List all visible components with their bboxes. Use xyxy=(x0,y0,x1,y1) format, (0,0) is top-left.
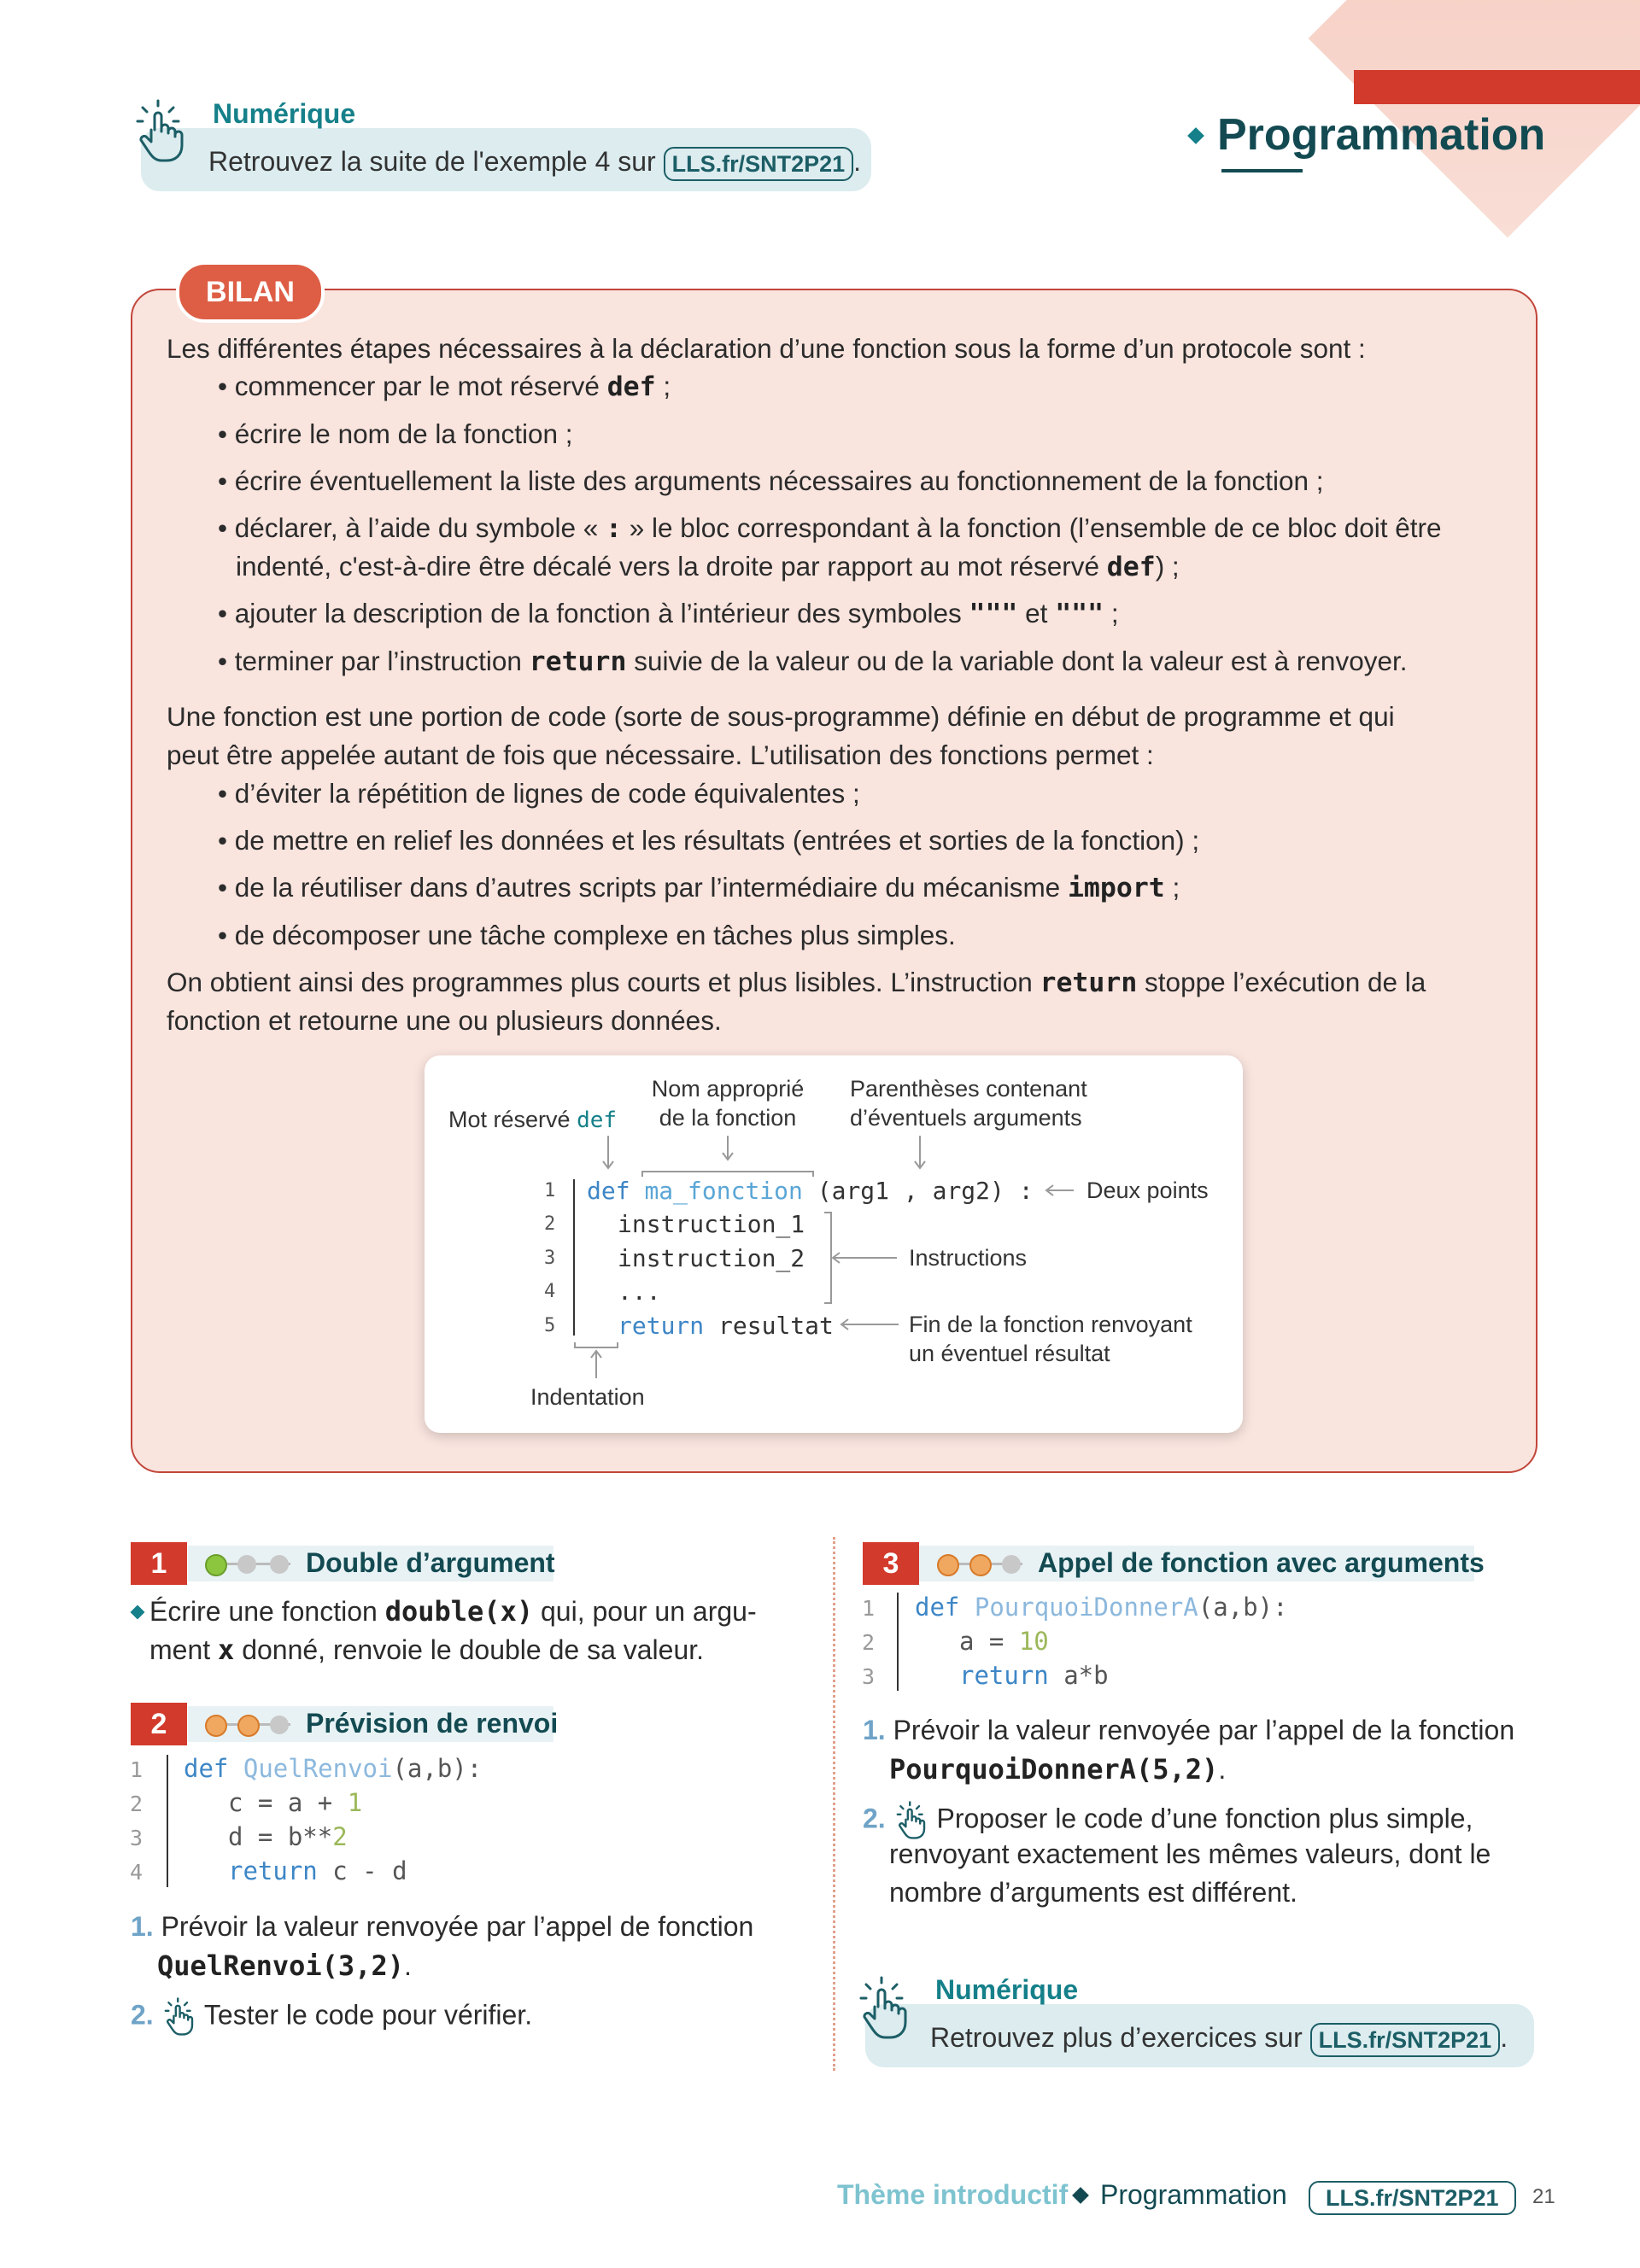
difficulty-dot-3 xyxy=(270,1555,289,1574)
bilan-use-1: • d’éviter la répétition de lignes de code équivalentes ; xyxy=(218,778,860,809)
difficulty-dot-1 xyxy=(937,1554,959,1576)
bilan-step-5: • ajouter la description de la fonction à l’intérieur des symboles """ et """ ; xyxy=(218,598,1119,629)
ex1-text-line2: ment x donné, renvoie le double de sa valeur. xyxy=(149,1634,705,1666)
diagram-line-number: 3 xyxy=(544,1248,556,1269)
ex2-line-number: 3 xyxy=(130,1826,144,1850)
ex3-question-2: 2. Proposer le code d’une fonction plus simple, xyxy=(863,1800,1473,1841)
ex1-title: Double d’argument xyxy=(306,1547,555,1578)
page-title: Programmation xyxy=(1217,110,1546,160)
header-red-bar xyxy=(1354,70,1640,104)
ex3-question-2-line3: nombre d’arguments est différent. xyxy=(889,1877,1297,1908)
ex2-line-number: 2 xyxy=(130,1792,144,1816)
ex2-code-line-1: def QuelRenvoi(a,b): xyxy=(184,1754,483,1783)
diagram-code-line-3: instruction_2 xyxy=(618,1244,805,1272)
ex3-code-line-3: return a*b xyxy=(959,1661,1109,1690)
footer-section: Programmation xyxy=(1100,2179,1287,2210)
ex2-code-line-3: d = b**2 xyxy=(228,1822,348,1851)
difficulty-dot-2 xyxy=(237,1555,256,1574)
diagram-line-number: 5 xyxy=(544,1315,556,1336)
diagram-label-parentheses: Parenthèses contenant d’éventuels arguments xyxy=(850,1076,1087,1131)
bilan-use-4: • de décomposer une tâche complexe en tâches plus simples. xyxy=(218,920,956,950)
footer-link-wrap xyxy=(1309,2180,1516,2215)
ex2-code-gutter xyxy=(167,1755,168,1887)
difficulty-dot-3 xyxy=(1002,1555,1021,1574)
ex2-line-number: 4 xyxy=(130,1860,144,1885)
bilan-para2-line2: peut être appelée autant de fois que nécessaire. L’utilisation des fonctions permet : xyxy=(167,739,1154,770)
bilan-step-3: • écrire éventuellement la liste des arguments nécessaires au fonctionnement de la fonction ; xyxy=(218,465,1324,496)
column-separator xyxy=(833,1537,835,2071)
ex2-question-1: 1. Prévoir la valeur renvoyée par l’appel de fonction xyxy=(131,1911,754,1942)
bilan-step-1: • commencer par le mot réservé def ; xyxy=(218,371,671,402)
ex3-line-number: 1 xyxy=(862,1596,876,1621)
hand-pointer-icon xyxy=(131,97,190,166)
ex1-number: 1 xyxy=(131,1542,187,1585)
bilan-step-2: • écrire le nom de la fonction ; xyxy=(218,418,573,449)
diagram-line-number: 4 xyxy=(544,1281,556,1302)
ex3-number: 3 xyxy=(863,1542,919,1585)
bilan-step-4-cont: indenté, c'est-à-dire être décalé vers la droite par rapport au mot réservé def) ; xyxy=(236,551,1180,582)
footer-theme: Thème introductif xyxy=(837,2179,1069,2210)
numerique-text-top: Retrouvez la suite de l'exemple 4 sur LLS.fr/SNT2P21 . xyxy=(208,146,861,181)
hand-pointer-icon xyxy=(854,1974,914,2043)
ex2-question-1-call: QuelRenvoi(3,2). xyxy=(157,1949,412,1982)
ex1-text-line1: Écrire une fonction double(x) qui, pour un argu- xyxy=(149,1595,757,1628)
title-diamond-icon xyxy=(1187,127,1204,144)
ex2-question-2: 2. Tester le code pour vérifier. xyxy=(131,1996,532,2037)
bilan-intro: Les différentes étapes nécessaires à la déclaration d’une fonction sous la forme d’un protocole sont : xyxy=(167,333,1366,364)
ex2-code-line-2: c = a + 1 xyxy=(228,1788,363,1817)
diagram-code-line-2: instruction_1 xyxy=(618,1210,805,1238)
diagram-code-line-5: return resultat xyxy=(618,1312,834,1340)
page-number: 21 xyxy=(1532,2185,1555,2208)
difficulty-dot-3 xyxy=(270,1716,289,1734)
function-diagram xyxy=(425,1055,1243,1433)
ex1-diamond-icon xyxy=(131,1605,145,1620)
ex3-code-gutter xyxy=(897,1593,899,1691)
ex2-code-line-4: return c - d xyxy=(228,1856,407,1885)
diagram-arrows xyxy=(425,1055,1243,1433)
bilan-tag: BILAN xyxy=(176,261,325,323)
ex2-number: 2 xyxy=(131,1703,187,1745)
ex3-title: Appel de fonction avec arguments xyxy=(1038,1547,1485,1578)
numerique-text-bottom: Retrouvez plus d’exercices sur LLS.fr/SNT2P21 . xyxy=(930,2022,1508,2057)
ex3-question-1-call: PourquoiDonnerA(5,2). xyxy=(889,1753,1227,1786)
ex3-line-number: 3 xyxy=(862,1664,876,1689)
diagram-code-line-4: ... xyxy=(618,1277,661,1306)
bilan-para3-line2: fonction et retourne une ou plusieurs données. xyxy=(167,1005,722,1036)
difficulty-dot-2 xyxy=(969,1554,992,1576)
lls-link-footer[interactable]: LLS.fr/SNT2P21 xyxy=(1309,2181,1516,2215)
ex3-question-1: 1. Prévoir la valeur renvoyée par l’appel de la fonction xyxy=(863,1715,1515,1745)
diagram-line-number: 2 xyxy=(544,1213,556,1235)
lls-link-top[interactable]: LLS.fr/SNT2P21 xyxy=(664,147,854,181)
bilan-step-6: • terminer par l’instruction return suivie de la valeur ou de la variable dont la valeur est à renvoyer. xyxy=(218,646,1408,677)
ex3-code-line-2: a = 10 xyxy=(959,1627,1049,1656)
diagram-label-deux-points: Deux points xyxy=(1086,1178,1209,1203)
ex3-question-2-line2: renvoyant exactement les mêmes valeurs, dont le xyxy=(889,1838,1491,1869)
diagram-line-number: 1 xyxy=(544,1180,556,1201)
numerique-label-bottom: Numérique xyxy=(935,1974,1079,2005)
hand-pointer-icon xyxy=(161,1996,197,2037)
footer-diamond-icon xyxy=(1072,2187,1089,2204)
title-underline xyxy=(1221,169,1303,172)
difficulty-dot-2 xyxy=(237,1715,260,1737)
bilan-use-2: • de mettre en relief les données et les résultats (entrées et sorties de la fonction) ; xyxy=(218,825,1200,856)
diagram-label-instructions: Instructions xyxy=(909,1245,1028,1271)
difficulty-dot-1 xyxy=(205,1554,227,1576)
diagram-label-mot: Mot réservé def xyxy=(448,1107,618,1133)
diagram-code-line-1: def ma_fonction (arg1 , arg2) : xyxy=(587,1177,1034,1205)
ex2-line-number: 1 xyxy=(130,1757,144,1782)
bilan-step-4: • déclarer, à l’aide du symbole « : » le bloc correspondant à la fonction (l’ensemble de ce bloc doit être xyxy=(218,512,1442,544)
diagram-label-nom: Nom approprié de la fonction xyxy=(651,1076,805,1131)
ex2-title: Prévision de renvoi xyxy=(306,1708,559,1739)
difficulty-dot-1 xyxy=(205,1715,227,1737)
ex3-code-line-1: def PourquoiDonnerA(a,b): xyxy=(915,1593,1288,1622)
bilan-para2-line1: Une fonction est une portion de code (sorte de sous-programme) définie en début de programme et qui xyxy=(167,701,1395,732)
diagram-label-indentation: Indentation xyxy=(530,1384,645,1410)
ex3-line-number: 2 xyxy=(862,1630,876,1655)
bilan-para3-line1: On obtient ainsi des programmes plus courts et plus lisibles. L’instruction return stoppe l’exécution de la xyxy=(167,967,1426,998)
bilan-use-3: • de la réutiliser dans d’autres scripts par l’intermédiaire du mécanisme import ; xyxy=(218,872,1180,903)
lls-link-bottom[interactable]: LLS.fr/SNT2P21 xyxy=(1310,2023,1501,2057)
hand-pointer-icon xyxy=(893,1800,929,1841)
diagram-label-fin: Fin de la fonction renvoyant un éventuel résultat xyxy=(909,1312,1192,1366)
numerique-label-top: Numérique xyxy=(213,98,356,129)
